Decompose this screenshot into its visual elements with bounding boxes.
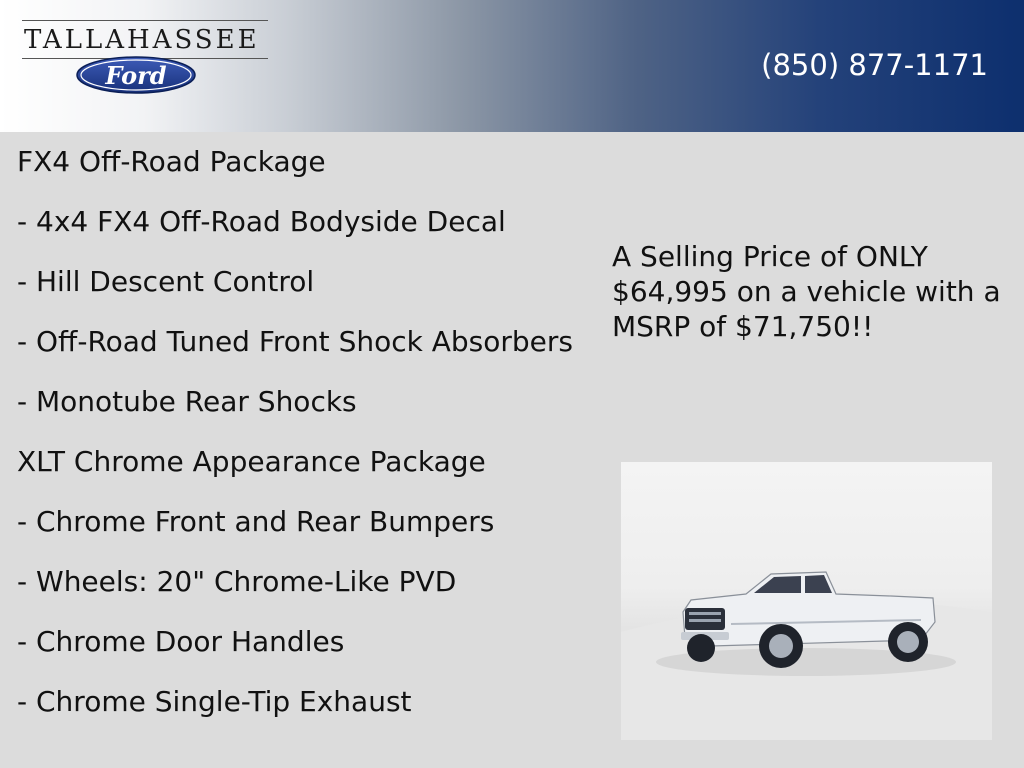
feature-item: - Hill Descent Control bbox=[17, 265, 315, 298]
feature-item: - Chrome Door Handles bbox=[17, 625, 345, 658]
feature-item: - Chrome Single-Tip Exhaust bbox=[17, 685, 412, 718]
ford-logo-text: Ford bbox=[105, 61, 167, 90]
dealer-phone[interactable]: (850) 877-1171 bbox=[761, 48, 988, 82]
pickup-truck-icon bbox=[621, 462, 992, 740]
dealer-brand bbox=[22, 20, 270, 59]
feature-item: FX4 Off-Road Package bbox=[17, 145, 326, 178]
vehicle-photo bbox=[621, 462, 992, 740]
ford-logo bbox=[75, 55, 197, 95]
dealer-header bbox=[0, 0, 1024, 132]
feature-item: - Chrome Front and Rear Bumpers bbox=[17, 505, 495, 538]
feature-item: - Wheels: 20" Chrome-Like PVD bbox=[17, 565, 457, 598]
feature-item: XLT Chrome Appearance Package bbox=[17, 445, 486, 478]
price-offer: A Selling Price of ONLY $64,995 on a vehicle with a MSRP of $71,750!! bbox=[612, 240, 1001, 343]
dealer-name: TALLAHASSEE bbox=[24, 25, 260, 55]
feature-item: - Off-Road Tuned Front Shock Absorbers bbox=[17, 325, 573, 358]
feature-item: - Monotube Rear Shocks bbox=[17, 385, 357, 418]
feature-list bbox=[17, 144, 577, 744]
feature-item: - 4x4 FX4 Off-Road Bodyside Decal bbox=[17, 205, 506, 238]
